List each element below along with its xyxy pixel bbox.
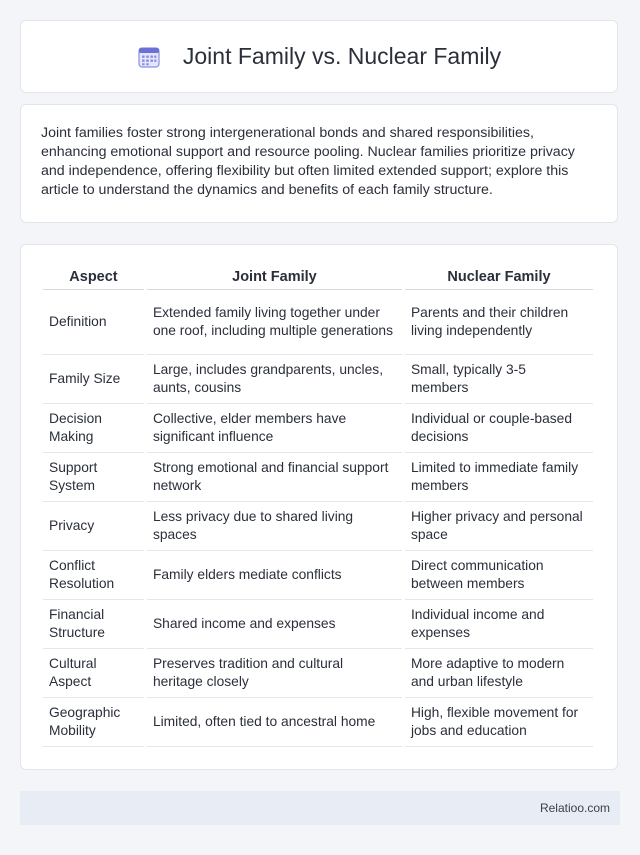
header-nuclear-family: Nuclear Family <box>405 265 593 290</box>
cell-nuclear: Higher privacy and personal space <box>405 502 593 551</box>
cell-joint: Limited, often tied to ancestral home <box>147 698 402 747</box>
header-joint-family: Joint Family <box>147 265 402 290</box>
cell-joint: Collective, elder members have significant influence <box>147 404 402 453</box>
cell-aspect: Financial Structure <box>43 600 144 649</box>
table-row <box>43 502 593 551</box>
cell-nuclear: Direct communication between members <box>405 551 593 600</box>
table-row <box>43 453 593 502</box>
footer-brand: Relatioo.com <box>539 801 610 815</box>
page-title: Joint Family vs. Nuclear Family <box>182 43 502 69</box>
cell-aspect: Conflict Resolution <box>43 551 144 600</box>
cell-aspect: Cultural Aspect <box>43 649 144 698</box>
cell-joint: Preserves tradition and cultural heritage closely <box>147 649 402 698</box>
cell-joint: Strong emotional and financial support network <box>147 453 402 502</box>
comparison-table-card <box>20 244 618 770</box>
cell-joint: Large, includes grandparents, uncles, aunts, cousins <box>147 355 402 404</box>
cell-joint: Extended family living together under one roof, including multiple generations <box>147 290 402 355</box>
table-row <box>43 404 593 453</box>
cell-aspect: Decision Making <box>43 404 144 453</box>
footer <box>20 791 620 825</box>
cell-joint: Shared income and expenses <box>147 600 402 649</box>
cell-nuclear: Parents and their children living independently <box>405 290 593 355</box>
cell-nuclear: Limited to immediate family members <box>405 453 593 502</box>
cell-aspect: Definition <box>43 290 144 355</box>
cell-joint: Family elders mediate conflicts <box>147 551 402 600</box>
cell-aspect: Geographic Mobility <box>43 698 144 747</box>
calendar-icon <box>137 45 161 69</box>
table-row <box>43 649 593 698</box>
table-row <box>43 290 593 355</box>
table-row <box>43 551 593 600</box>
table-header-row <box>43 265 593 290</box>
cell-nuclear: More adaptive to modern and urban lifestyle <box>405 649 593 698</box>
table-row <box>43 698 593 747</box>
cell-nuclear: High, flexible movement for jobs and education <box>405 698 593 747</box>
table-row <box>43 355 593 404</box>
cell-nuclear: Small, typically 3-5 members <box>405 355 593 404</box>
cell-joint: Less privacy due to shared living spaces <box>147 502 402 551</box>
cell-nuclear: Individual income and expenses <box>405 600 593 649</box>
header-aspect: Aspect <box>43 265 144 290</box>
table-row <box>43 600 593 649</box>
cell-aspect: Support System <box>43 453 144 502</box>
cell-aspect: Family Size <box>43 355 144 404</box>
title-card <box>20 20 618 93</box>
cell-aspect: Privacy <box>43 502 144 551</box>
intro-card <box>20 104 618 223</box>
cell-nuclear: Individual or couple-based decisions <box>405 404 593 453</box>
intro-text: Joint families foster strong intergenerational bonds and shared responsibilities, enhancing emotional support and resource pooling. Nuclear families prioritize privacy and independence, offering flexibility but often limited extended support; explore this article to understand the dynamics and benefits of each family structure. <box>41 125 575 198</box>
comparison-table <box>40 265 596 747</box>
